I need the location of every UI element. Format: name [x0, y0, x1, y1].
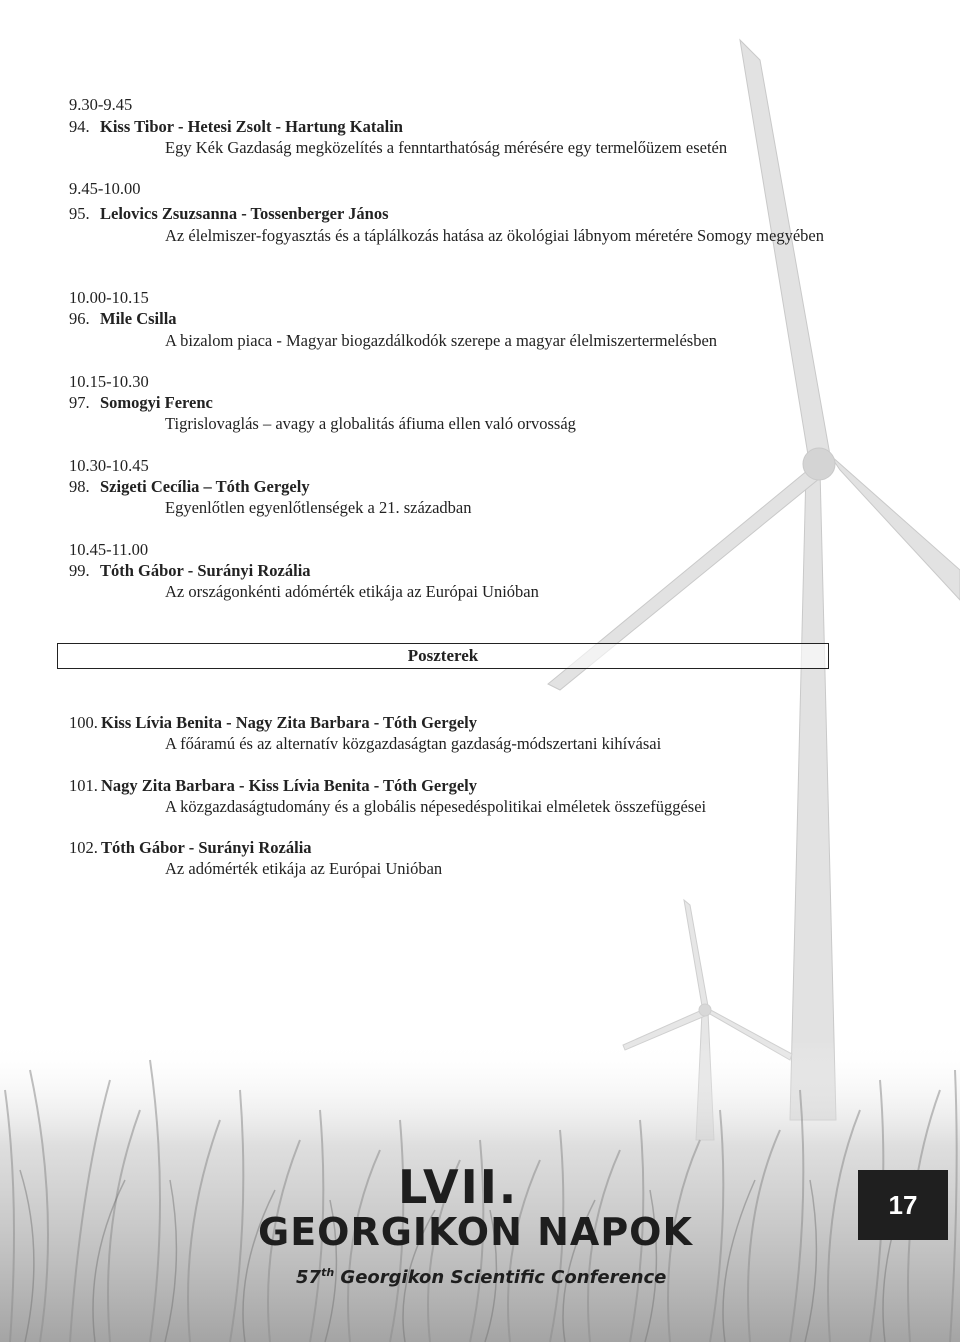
session-authors: Kiss Tibor - Hetesi Zsolt - Hartung Katalin [100, 117, 403, 136]
poster-authors: Tóth Gábor - Surányi Rozália [101, 838, 312, 857]
session-number: 94. [69, 117, 90, 136]
session-time: 10.00-10.15 [69, 288, 149, 307]
page-number: 17 [858, 1170, 948, 1240]
session-number: 99. [69, 561, 90, 580]
session-authors: Lelovics Zsuzsanna - Tossenberger János [100, 204, 389, 223]
poster-number: 102. [69, 838, 98, 857]
event-title: GEORGIKON NAPOK [258, 1210, 693, 1254]
conference-ordinal: 57 [296, 1267, 322, 1288]
session-authors: Tóth Gábor - Surányi Rozália [100, 561, 311, 580]
session-title: Tigrislovaglás – avagy a globalitás áfiuma ellen való orvosság [165, 414, 576, 433]
session-number: 95. [69, 204, 90, 223]
session-authors: Somogyi Ferenc [100, 393, 213, 412]
wind-turbine-large-icon [548, 40, 960, 1120]
session-title: A bizalom piaca - Magyar biogazdálkodók szerepe a magyar élelmiszertermelésben [165, 331, 718, 350]
posters-heading: Poszterek [57, 643, 829, 669]
poster-authors: Kiss Lívia Benita - Nagy Zita Barbara - Tóth Gergely [101, 713, 477, 732]
session-number: 97. [69, 393, 90, 412]
session-title: Az országonkénti adómérték etikája az Európai Unióban [165, 582, 539, 601]
poster-title: Az adómérték etikája az Európai Unióban [165, 859, 443, 878]
session-number: 98. [69, 477, 90, 496]
conference-name: Georgikon Scientific Conference [334, 1267, 667, 1288]
poster-number: 100. [69, 713, 98, 732]
session-number: 96. [69, 309, 90, 328]
edition-label: LVII. [398, 1160, 519, 1214]
session-authors: Mile Csilla [100, 309, 177, 328]
session-authors: Szigeti Cecília – Tóth Gergely [100, 477, 310, 496]
session-time: 9.30-9.45 [69, 95, 133, 114]
poster-number: 101. [69, 776, 98, 795]
session-title: Egy Kék Gazdaság megközelítés a fenntarthatóság mérésére egy termelőüzem esetén [165, 138, 728, 157]
poster-title: A főáramú és az alternatív közgazdaságtan gazdaság-módszertani kihívásai [165, 734, 662, 753]
session-time: 9.45-10.00 [69, 179, 141, 198]
session-title: Egyenlőtlen egyenlőtlenségek a 21. században [165, 498, 472, 517]
session-title: Az élelmiszer-fogyasztás és a táplálkozás hatása az ökológiai lábnyom méretére Somogy megyében [165, 226, 824, 245]
session-time: 10.15-10.30 [69, 372, 149, 391]
conference-subtitle [296, 1266, 666, 1288]
poster-authors: Nagy Zita Barbara - Kiss Lívia Benita - Tóth Gergely [101, 776, 477, 795]
conference-ordinal-suffix: th [321, 1266, 335, 1279]
poster-title: A közgazdaságtudomány és a globális népesedéspolitikai elméletek összefüggései [165, 797, 707, 816]
session-time: 10.30-10.45 [69, 456, 149, 475]
session-time: 10.45-11.00 [69, 540, 149, 559]
